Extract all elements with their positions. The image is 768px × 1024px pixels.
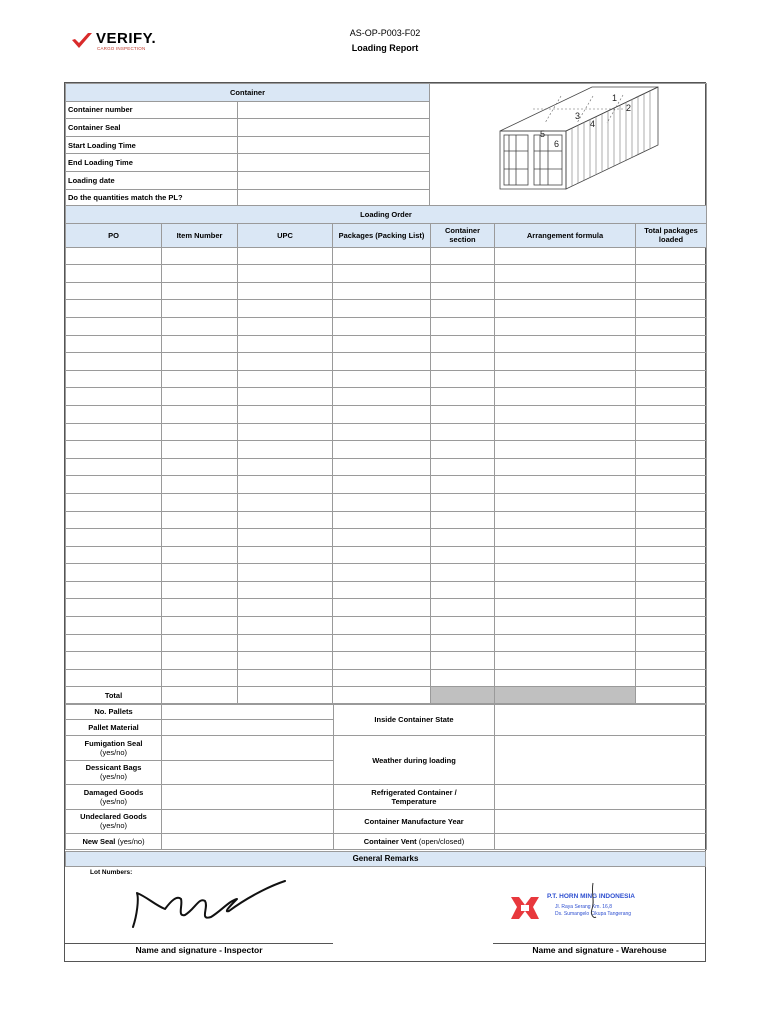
manufacture-year-label: Container Manufacture Year [334, 809, 495, 834]
brand-name: VERIFY. [96, 30, 157, 47]
arrangement-formula-cell[interactable] [495, 617, 636, 635]
container-section-cell[interactable] [431, 247, 495, 265]
container-section-cell[interactable] [431, 529, 495, 547]
upc-cell[interactable] [238, 265, 333, 283]
packages-cell[interactable] [333, 493, 431, 511]
item-number-cell[interactable] [162, 300, 238, 318]
inside-container-state-label: Inside Container State [334, 704, 495, 736]
container-section-cell[interactable] [431, 581, 495, 599]
item-number-cell[interactable] [162, 247, 238, 265]
start-loading-time-label: Start Loading Time [66, 136, 238, 154]
packages-cell[interactable] [333, 317, 431, 335]
table-row [66, 370, 707, 388]
po-cell[interactable] [66, 511, 162, 529]
arrangement-formula-cell[interactable] [495, 546, 636, 564]
column-header-total-packages: Total packages loaded [636, 223, 707, 247]
item-number-cell[interactable] [162, 335, 238, 353]
container-number-label: Container number [66, 101, 238, 119]
loading-date-field[interactable] [238, 171, 430, 189]
total-packages-cell[interactable] [636, 300, 707, 318]
upc-cell[interactable] [238, 335, 333, 353]
upc-cell[interactable] [238, 564, 333, 582]
container-section-cell[interactable] [431, 546, 495, 564]
total-packages-cell[interactable] [636, 581, 707, 599]
section-number-2: 2 [626, 103, 632, 114]
item-number-cell[interactable] [162, 529, 238, 547]
total-packages-cell[interactable] [636, 423, 707, 441]
column-header-upc: UPC [238, 223, 333, 247]
table-row [66, 493, 707, 511]
container-section-cell[interactable] [431, 564, 495, 582]
fumigation-seal-label: Fumigation Seal (yes/no) [66, 736, 162, 761]
po-cell[interactable] [66, 634, 162, 652]
container-section-cell[interactable] [431, 458, 495, 476]
item-number-cell[interactable] [162, 353, 238, 371]
manufacture-year-field[interactable] [495, 809, 707, 834]
packages-cell[interactable] [333, 617, 431, 635]
packages-cell[interactable] [333, 511, 431, 529]
total-packages-cell[interactable] [333, 687, 431, 705]
damaged-goods-label: Damaged Goods (yes/no) [66, 785, 162, 810]
upc-cell[interactable] [238, 405, 333, 423]
po-cell[interactable] [66, 581, 162, 599]
item-number-cell[interactable] [162, 617, 238, 635]
column-header-po: PO [66, 223, 162, 247]
company-logo-icon [507, 893, 543, 923]
po-cell[interactable] [66, 300, 162, 318]
total-packages-cell[interactable] [636, 265, 707, 283]
arrangement-formula-cell[interactable] [495, 282, 636, 300]
arrangement-formula-cell[interactable] [495, 476, 636, 494]
table-row [66, 423, 707, 441]
packages-cell[interactable] [333, 353, 431, 371]
item-number-cell[interactable] [162, 669, 238, 687]
section-number-6: 6 [554, 139, 560, 150]
fumigation-seal-field[interactable] [162, 736, 334, 761]
packages-cell[interactable] [333, 423, 431, 441]
upc-cell[interactable] [238, 652, 333, 670]
packages-cell[interactable] [333, 669, 431, 687]
packages-cell[interactable] [333, 581, 431, 599]
brand-subtitle: CARGO INSPECTION [97, 46, 146, 51]
item-number-cell[interactable] [162, 405, 238, 423]
packages-cell[interactable] [333, 652, 431, 670]
packages-cell[interactable] [333, 335, 431, 353]
arrangement-formula-cell[interactable] [495, 335, 636, 353]
total-arrangement-formula-cell [495, 687, 636, 705]
upc-cell[interactable] [238, 599, 333, 617]
po-cell[interactable] [66, 546, 162, 564]
refrigerated-container-label: Refrigerated Container / Temperature [334, 785, 495, 810]
arrangement-formula-cell[interactable] [495, 265, 636, 283]
loading-date-label: Loading date [66, 171, 238, 189]
table-row [66, 617, 707, 635]
po-cell[interactable] [66, 423, 162, 441]
arrangement-formula-cell[interactable] [495, 370, 636, 388]
stamp-company-name: P.T. HORN MING INDONESIA [547, 893, 636, 900]
pallet-material-field[interactable] [162, 720, 334, 736]
total-packages-cell[interactable] [636, 353, 707, 371]
inspector-signature-label: Name and signature - Inspector [135, 945, 263, 955]
table-row [66, 669, 707, 687]
section-number-1: 1 [612, 93, 618, 104]
general-remarks-header: General Remarks [65, 851, 706, 867]
upc-cell[interactable] [238, 300, 333, 318]
checks-table [65, 703, 707, 850]
total-label: Total [66, 687, 162, 705]
no-pallets-field[interactable] [162, 704, 334, 720]
container-section-cell[interactable] [431, 441, 495, 459]
table-row [66, 476, 707, 494]
packages-cell[interactable] [333, 405, 431, 423]
item-number-cell[interactable] [162, 317, 238, 335]
document-code: AS-OP-P003-F02 [349, 28, 421, 38]
po-cell[interactable] [66, 335, 162, 353]
undeclared-goods-field[interactable] [162, 809, 334, 834]
total-packages-cell[interactable] [636, 669, 707, 687]
total-packages-cell[interactable] [636, 335, 707, 353]
arrangement-formula-cell[interactable] [495, 247, 636, 265]
packages-cell[interactable] [333, 546, 431, 564]
po-cell[interactable] [66, 493, 162, 511]
arrangement-formula-cell[interactable] [495, 511, 636, 529]
arrangement-formula-cell[interactable] [495, 300, 636, 318]
container-section-cell[interactable] [431, 669, 495, 687]
total-packages-cell[interactable] [636, 317, 707, 335]
po-cell[interactable] [66, 388, 162, 406]
packages-cell[interactable] [333, 634, 431, 652]
section-number-4: 4 [590, 119, 596, 130]
total-packages-cell[interactable] [636, 617, 707, 635]
document-title: Loading Report [351, 43, 419, 53]
upc-cell[interactable] [238, 388, 333, 406]
item-number-cell[interactable] [162, 599, 238, 617]
table-row [66, 511, 707, 529]
po-cell[interactable] [66, 564, 162, 582]
warehouse-signature-label: Name and signature - Warehouse [532, 945, 667, 955]
container-vent-label: Container Vent (open/closed) [334, 834, 495, 850]
container-section-cell[interactable] [431, 282, 495, 300]
quantities-match-label: Do the quantities match the PL? [66, 189, 238, 207]
upc-cell[interactable] [238, 441, 333, 459]
column-header-arrangement-formula: Arrangement formula [495, 223, 636, 247]
item-number-cell[interactable] [162, 634, 238, 652]
table-row [66, 300, 707, 318]
table-row [66, 388, 707, 406]
arrangement-formula-cell[interactable] [495, 599, 636, 617]
total-packages-cell[interactable] [636, 493, 707, 511]
packages-cell[interactable] [333, 458, 431, 476]
packages-cell[interactable] [333, 370, 431, 388]
upc-cell[interactable] [238, 617, 333, 635]
container-section-cell[interactable] [431, 405, 495, 423]
po-cell[interactable] [66, 405, 162, 423]
total-packages-cell[interactable] [636, 282, 707, 300]
arrangement-formula-cell[interactable] [495, 423, 636, 441]
container-section-cell[interactable] [431, 317, 495, 335]
warehouse-signature [583, 881, 603, 921]
arrangement-formula-cell[interactable] [495, 634, 636, 652]
total-packages-cell[interactable] [636, 511, 707, 529]
po-cell[interactable] [66, 529, 162, 547]
arrangement-formula-cell[interactable] [495, 317, 636, 335]
upc-cell[interactable] [238, 282, 333, 300]
column-header-item-number: Item Number [162, 223, 238, 247]
check-mark-icon [70, 31, 94, 51]
po-cell[interactable] [66, 353, 162, 371]
container-section-cell[interactable] [431, 388, 495, 406]
table-row [66, 405, 707, 423]
item-number-cell[interactable] [162, 476, 238, 494]
no-pallets-label: No. Pallets [66, 704, 162, 720]
total-packages-cell[interactable] [636, 529, 707, 547]
upc-cell[interactable] [238, 581, 333, 599]
upc-cell[interactable] [238, 370, 333, 388]
packages-cell[interactable] [333, 476, 431, 494]
item-number-cell[interactable] [162, 546, 238, 564]
end-loading-time-field[interactable] [238, 154, 430, 172]
upc-cell[interactable] [238, 353, 333, 371]
column-header-container-section: Container section [431, 223, 495, 247]
table-row [66, 282, 707, 300]
container-header: Container [66, 84, 430, 102]
shipping-container-diagram [430, 85, 706, 203]
total-packages-cell[interactable] [636, 652, 707, 670]
po-cell[interactable] [66, 265, 162, 283]
packages-cell[interactable] [333, 564, 431, 582]
company-stamp [507, 891, 667, 925]
packages-cell[interactable] [333, 599, 431, 617]
table-row [66, 599, 707, 617]
item-number-cell[interactable] [162, 458, 238, 476]
container-section-cell[interactable] [431, 300, 495, 318]
start-loading-time-field[interactable] [238, 136, 430, 154]
total-packages-cell[interactable] [636, 564, 707, 582]
container-table [65, 83, 707, 207]
verify-logo [70, 30, 170, 54]
new-seal-label: New Seal (yes/no) [66, 834, 162, 850]
section-number-3: 3 [575, 111, 581, 122]
upc-cell[interactable] [238, 317, 333, 335]
loading-order-table [65, 205, 707, 705]
upc-cell[interactable] [238, 423, 333, 441]
upc-cell[interactable] [238, 493, 333, 511]
total-total-packages-cell[interactable] [636, 687, 707, 705]
po-cell[interactable] [66, 247, 162, 265]
total-packages-cell[interactable] [636, 405, 707, 423]
stamp-address-line-2: Ds. Sumangelo Cikupa Tangerang [555, 911, 632, 917]
total-packages-cell[interactable] [636, 599, 707, 617]
po-cell[interactable] [66, 669, 162, 687]
total-item-number-cell[interactable] [162, 687, 238, 705]
container-section-cell[interactable] [431, 493, 495, 511]
lot-numbers-label: Lot Numbers: [90, 869, 133, 876]
arrangement-formula-cell[interactable] [495, 441, 636, 459]
arrangement-formula-cell[interactable] [495, 388, 636, 406]
container-section-cell[interactable] [431, 652, 495, 670]
container-section-cell[interactable] [431, 353, 495, 371]
report-form [64, 82, 706, 962]
item-number-cell[interactable] [162, 388, 238, 406]
total-packages-cell[interactable] [636, 546, 707, 564]
packages-cell[interactable] [333, 441, 431, 459]
dessicant-bags-field[interactable] [162, 760, 334, 785]
po-cell[interactable] [66, 599, 162, 617]
total-upc-cell[interactable] [238, 687, 333, 705]
container-seal-label: Container Seal [66, 119, 238, 137]
arrangement-formula-cell[interactable] [495, 581, 636, 599]
upc-cell[interactable] [238, 529, 333, 547]
item-number-cell[interactable] [162, 581, 238, 599]
container-vent-field[interactable] [495, 834, 707, 850]
arrangement-formula-cell[interactable] [495, 458, 636, 476]
item-number-cell[interactable] [162, 564, 238, 582]
section-number-5: 5 [540, 129, 546, 140]
total-packages-cell[interactable] [636, 370, 707, 388]
warehouse-signature-line [493, 943, 706, 944]
item-number-cell[interactable] [162, 423, 238, 441]
table-row [66, 265, 707, 283]
end-loading-time-label: End Loading Time [66, 154, 238, 172]
table-row [66, 353, 707, 371]
undeclared-goods-label: Undeclared Goods (yes/no) [66, 809, 162, 834]
packages-cell[interactable] [333, 265, 431, 283]
packages-cell[interactable] [333, 247, 431, 265]
damaged-goods-field[interactable] [162, 785, 334, 810]
upc-cell[interactable] [238, 634, 333, 652]
container-section-cell[interactable] [431, 617, 495, 635]
container-diagram-cell [430, 84, 707, 207]
inspector-signature-line [65, 943, 333, 944]
table-row [66, 529, 707, 547]
total-row [66, 687, 707, 705]
arrangement-formula-cell[interactable] [495, 353, 636, 371]
table-row [66, 652, 707, 670]
item-number-cell[interactable] [162, 511, 238, 529]
total-packages-cell[interactable] [636, 388, 707, 406]
item-number-cell[interactable] [162, 652, 238, 670]
po-cell[interactable] [66, 652, 162, 670]
upc-cell[interactable] [238, 669, 333, 687]
weather-label: Weather during loading [334, 736, 495, 785]
total-packages-cell[interactable] [636, 441, 707, 459]
table-row [66, 546, 707, 564]
upc-cell[interactable] [238, 511, 333, 529]
stamp-address-line-1: Jl. Raya Serang Km. 16,8 [555, 904, 612, 910]
arrangement-formula-cell[interactable] [495, 405, 636, 423]
new-seal-field[interactable] [162, 834, 334, 850]
arrangement-formula-cell[interactable] [495, 529, 636, 547]
container-section-cell[interactable] [431, 370, 495, 388]
container-section-cell[interactable] [431, 265, 495, 283]
container-section-cell[interactable] [431, 599, 495, 617]
document-header [320, 26, 450, 56]
inspector-signature [125, 875, 295, 937]
total-packages-cell[interactable] [636, 634, 707, 652]
loading-order-header: Loading Order [66, 206, 707, 224]
table-row [66, 581, 707, 599]
upc-cell[interactable] [238, 546, 333, 564]
table-row [66, 441, 707, 459]
upc-cell[interactable] [238, 247, 333, 265]
refrigerated-container-field[interactable] [495, 785, 707, 810]
table-row [66, 335, 707, 353]
upc-cell[interactable] [238, 458, 333, 476]
table-row [66, 247, 707, 265]
container-section-cell[interactable] [431, 423, 495, 441]
arrangement-formula-cell[interactable] [495, 564, 636, 582]
container-section-cell[interactable] [431, 511, 495, 529]
total-container-section-cell [431, 687, 495, 705]
total-packages-cell[interactable] [636, 247, 707, 265]
packages-cell[interactable] [333, 300, 431, 318]
table-row [66, 458, 707, 476]
item-number-cell[interactable] [162, 265, 238, 283]
container-number-field[interactable] [238, 101, 430, 119]
po-cell[interactable] [66, 317, 162, 335]
pallet-material-label: Pallet Material [66, 720, 162, 736]
item-number-cell[interactable] [162, 282, 238, 300]
inside-container-state-field[interactable] [495, 704, 707, 736]
container-section-cell[interactable] [431, 335, 495, 353]
total-packages-cell[interactable] [636, 476, 707, 494]
po-cell[interactable] [66, 476, 162, 494]
item-number-cell[interactable] [162, 493, 238, 511]
column-header-packages: Packages (Packing List) [333, 223, 431, 247]
weather-field[interactable] [495, 736, 707, 785]
arrangement-formula-cell[interactable] [495, 652, 636, 670]
dessicant-bags-label: Dessicant Bags (yes/no) [66, 760, 162, 785]
po-cell[interactable] [66, 617, 162, 635]
arrangement-formula-cell[interactable] [495, 493, 636, 511]
total-packages-cell[interactable] [636, 458, 707, 476]
packages-cell[interactable] [333, 529, 431, 547]
table-row [66, 317, 707, 335]
packages-cell[interactable] [333, 388, 431, 406]
table-row [66, 634, 707, 652]
po-cell[interactable] [66, 458, 162, 476]
table-row [66, 564, 707, 582]
item-number-cell[interactable] [162, 370, 238, 388]
packages-cell[interactable] [333, 282, 431, 300]
po-cell[interactable] [66, 282, 162, 300]
container-seal-field[interactable] [238, 119, 430, 137]
container-section-cell[interactable] [431, 634, 495, 652]
item-number-cell[interactable] [162, 441, 238, 459]
arrangement-formula-cell[interactable] [495, 669, 636, 687]
po-cell[interactable] [66, 441, 162, 459]
upc-cell[interactable] [238, 476, 333, 494]
container-section-cell[interactable] [431, 476, 495, 494]
po-cell[interactable] [66, 370, 162, 388]
